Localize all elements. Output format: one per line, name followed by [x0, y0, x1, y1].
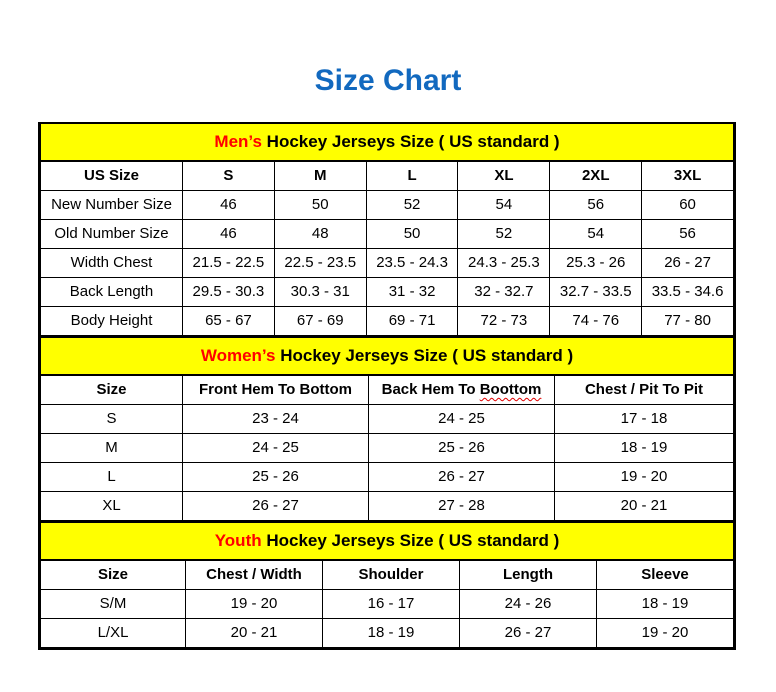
youth-col-shoulder: Shoulder	[323, 560, 460, 590]
data-cell: 33.5 - 34.6	[642, 278, 734, 307]
womens-title-rest: Hockey Jerseys Size ( US standard )	[275, 346, 574, 365]
mens-col-l: L	[366, 161, 458, 191]
data-cell: 50	[274, 191, 366, 220]
womens-section-header	[41, 337, 734, 375]
table-row	[41, 307, 734, 336]
row-label: Old Number Size	[41, 220, 183, 249]
data-cell: 26 - 27	[183, 492, 369, 521]
data-cell: 23.5 - 24.3	[366, 249, 458, 278]
data-cell: 19 - 20	[555, 463, 734, 492]
youth-section-header	[41, 522, 734, 560]
table-row	[41, 220, 734, 249]
womens-col-front-hem: Front Hem To Bottom	[183, 375, 369, 405]
table-row	[41, 492, 734, 521]
data-cell: 22.5 - 23.5	[274, 249, 366, 278]
mens-col-xl: XL	[458, 161, 550, 191]
data-cell: 69 - 71	[366, 307, 458, 336]
row-label: L/XL	[41, 619, 186, 648]
mens-col-us-size: US Size	[41, 161, 183, 191]
table-row	[41, 463, 734, 492]
mens-section-title	[41, 124, 734, 161]
data-cell: 52	[458, 220, 550, 249]
youth-col-sleeve: Sleeve	[597, 560, 734, 590]
row-label: M	[41, 434, 183, 463]
row-label: Width Chest	[41, 249, 183, 278]
table-row	[41, 590, 734, 619]
data-cell: 77 - 80	[642, 307, 734, 336]
womens-col-size: Size	[41, 375, 183, 405]
youth-column-header-row	[41, 560, 734, 590]
data-cell: 67 - 69	[274, 307, 366, 336]
row-label: New Number Size	[41, 191, 183, 220]
data-cell: 21.5 - 22.5	[183, 249, 275, 278]
data-cell: 24.3 - 25.3	[458, 249, 550, 278]
data-cell: 65 - 67	[183, 307, 275, 336]
page-title: Size Chart	[314, 64, 462, 97]
data-cell: 52	[366, 191, 458, 220]
youth-col-size: Size	[41, 560, 186, 590]
womens-size-table	[40, 336, 734, 521]
womens-column-header-row	[41, 375, 734, 405]
back-hem-misspelled-word: Boottom	[479, 381, 542, 398]
data-cell: 19 - 20	[186, 590, 323, 619]
mens-col-s: S	[183, 161, 275, 191]
row-label: S	[41, 405, 183, 434]
data-cell: 18 - 19	[323, 619, 460, 648]
data-cell: 60	[642, 191, 734, 220]
row-label: XL	[41, 492, 183, 521]
table-row	[41, 619, 734, 648]
youth-col-chest-width: Chest / Width	[186, 560, 323, 590]
data-cell: 27 - 28	[369, 492, 555, 521]
table-row	[41, 278, 734, 307]
data-cell: 54	[550, 220, 642, 249]
back-hem-prefix: Back Hem To	[381, 381, 476, 398]
data-cell: 25 - 26	[183, 463, 369, 492]
data-cell: 50	[366, 220, 458, 249]
row-label: Back Length	[41, 278, 183, 307]
youth-col-length: Length	[460, 560, 597, 590]
mens-title-rest: Hockey Jerseys Size ( US standard )	[261, 132, 560, 151]
data-cell: 24 - 26	[460, 590, 597, 619]
data-cell: 24 - 25	[369, 405, 555, 434]
youth-section-title	[41, 522, 734, 560]
data-cell: 25.3 - 26	[550, 249, 642, 278]
data-cell: 48	[274, 220, 366, 249]
data-cell: 32.7 - 33.5	[550, 278, 642, 307]
mens-accent-word: Men’s	[214, 132, 262, 151]
data-cell: 56	[642, 220, 734, 249]
womens-col-back-hem	[369, 375, 555, 405]
womens-col-chest: Chest / Pit To Pit	[555, 375, 734, 405]
data-cell: 17 - 18	[555, 405, 734, 434]
data-cell: 18 - 19	[597, 590, 734, 619]
mens-section-header	[41, 124, 734, 161]
data-cell: 23 - 24	[183, 405, 369, 434]
row-label: L	[41, 463, 183, 492]
womens-accent-word: Women’s	[200, 346, 276, 365]
womens-section-title	[41, 337, 734, 375]
data-cell: 54	[458, 191, 550, 220]
data-cell: 19 - 20	[597, 619, 734, 648]
table-row	[41, 434, 734, 463]
table-row	[41, 249, 734, 278]
data-cell: 20 - 21	[555, 492, 734, 521]
data-cell: 56	[550, 191, 642, 220]
mens-col-3xl: 3XL	[642, 161, 734, 191]
data-cell: 26 - 27	[642, 249, 734, 278]
data-cell: 46	[183, 191, 275, 220]
data-cell: 31 - 32	[366, 278, 458, 307]
row-label: S/M	[41, 590, 186, 619]
data-cell: 18 - 19	[555, 434, 734, 463]
mens-column-header-row	[41, 161, 734, 191]
youth-title-rest: Hockey Jerseys Size ( US standard )	[261, 531, 560, 550]
data-cell: 46	[183, 220, 275, 249]
data-cell: 24 - 25	[183, 434, 369, 463]
size-chart-tables	[38, 122, 736, 650]
data-cell: 30.3 - 31	[274, 278, 366, 307]
table-row	[41, 191, 734, 220]
youth-accent-word: Youth	[214, 531, 262, 550]
row-label: Body Height	[41, 307, 183, 336]
mens-col-m: M	[274, 161, 366, 191]
table-row	[41, 405, 734, 434]
data-cell: 16 - 17	[323, 590, 460, 619]
data-cell: 72 - 73	[458, 307, 550, 336]
data-cell: 26 - 27	[369, 463, 555, 492]
data-cell: 26 - 27	[460, 619, 597, 648]
data-cell: 25 - 26	[369, 434, 555, 463]
youth-size-table	[40, 521, 734, 648]
data-cell: 29.5 - 30.3	[183, 278, 275, 307]
mens-col-2xl: 2XL	[550, 161, 642, 191]
mens-size-table	[40, 124, 734, 336]
data-cell: 32 - 32.7	[458, 278, 550, 307]
data-cell: 74 - 76	[550, 307, 642, 336]
data-cell: 20 - 21	[186, 619, 323, 648]
